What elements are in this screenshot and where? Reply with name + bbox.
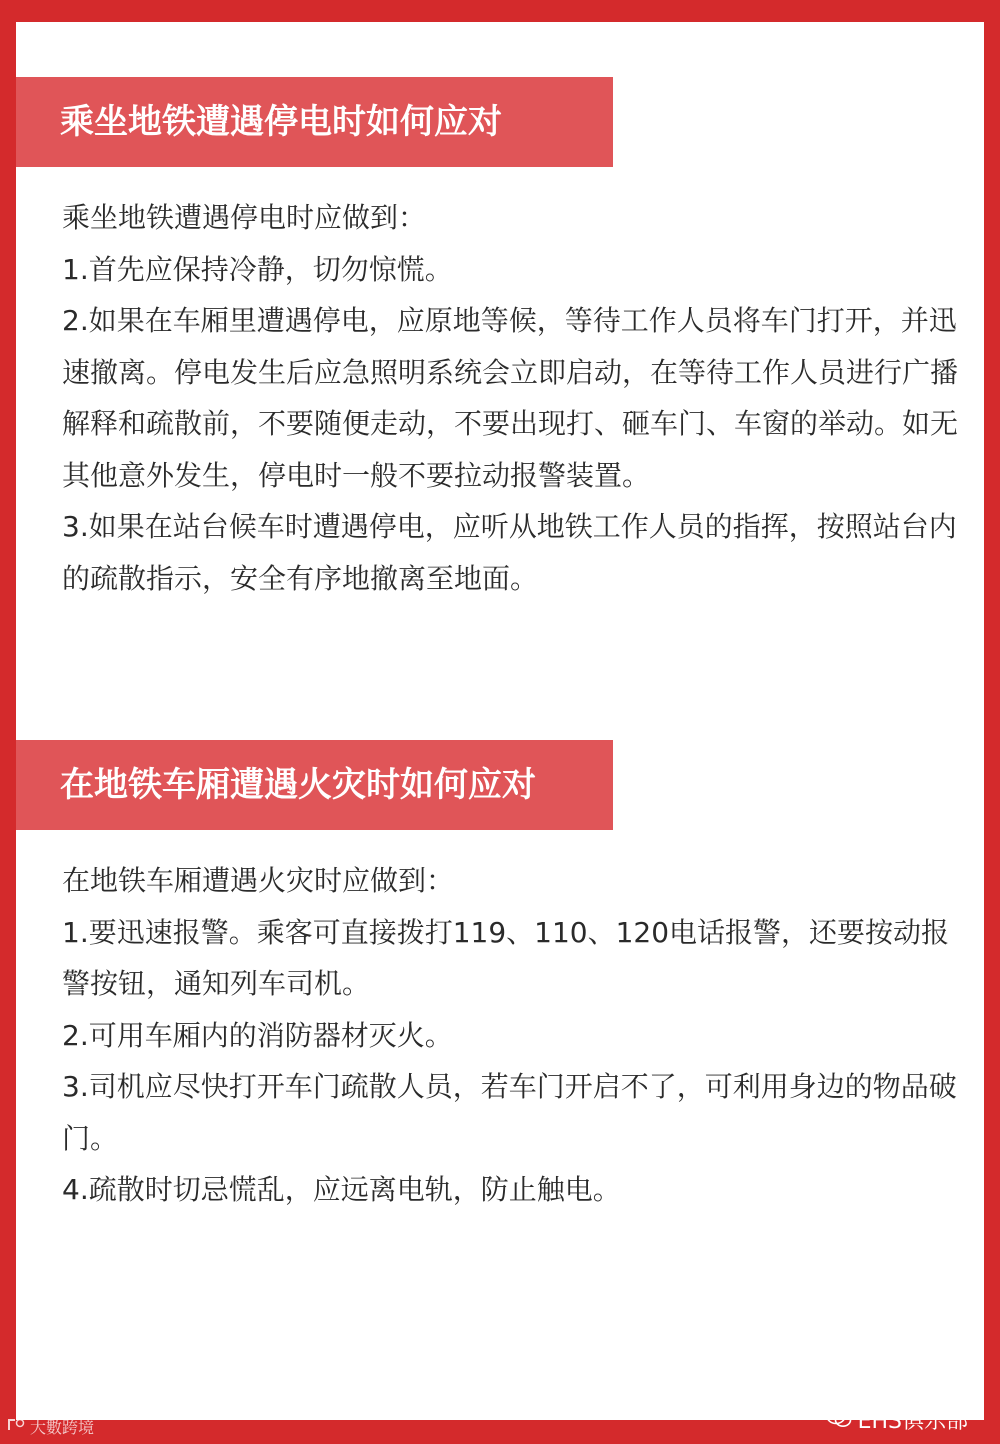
paragraph: 乘坐地铁遭遇停电时应做到： xyxy=(62,201,427,234)
paragraph: 在地铁车厢遭遇火灾时应做到： xyxy=(62,864,455,897)
wechat-icon xyxy=(826,1402,852,1442)
paragraph: 1.要迅速报警。乘客可直接拨打119、110、120电话报警，还要按动报警按钮，通知列车司机。 xyxy=(62,915,950,1000)
watermark-text: EHS俱乐部 xyxy=(857,1409,968,1434)
paragraph: 2.可用车厢内的消防器材灭火。 xyxy=(62,1018,453,1052)
corner-mark-text: 大數跨境 xyxy=(30,1418,95,1437)
paragraph: 2.如果在车厢里遭遇停电，应原地等候，等待工作人员将车门打开，并迅速撤离。停电发生后应急照明系统会立即启动，在等待工作人员进行广播解释和疏散前，不要随便走动，不要出现打、砸车门、车窗的举动。如无其他意外发生，停电时一般不要拉动报警装置。 xyxy=(62,304,959,492)
paragraph: 4.疏散时切忌慌乱，应远离电轨，防止触电。 xyxy=(62,1173,621,1206)
watermark xyxy=(826,1402,968,1442)
logo-icon xyxy=(6,1416,26,1440)
section-body-fire xyxy=(62,855,962,1216)
content-card xyxy=(16,22,984,1420)
paragraph: 3.司机应尽快打开车门疏散人员，若车门开启不了，可利用身边的物品破门。 xyxy=(62,1070,957,1155)
corner-mark xyxy=(6,1416,94,1440)
paragraph: 1.首先应保持冷静，切勿惊慌。 xyxy=(62,252,453,286)
paragraph: 3.如果在站台候车时遭遇停电，应听从地铁工作人员的指挥，按照站台内的疏散指示，安全有序地撤离至地面。 xyxy=(62,510,957,595)
section-title-fire: 在地铁车厢遭遇火灾时如何应对 xyxy=(16,740,613,830)
section-body-power-outage xyxy=(62,192,962,604)
section-title-power-outage: 乘坐地铁遭遇停电时如何应对 xyxy=(16,77,613,167)
